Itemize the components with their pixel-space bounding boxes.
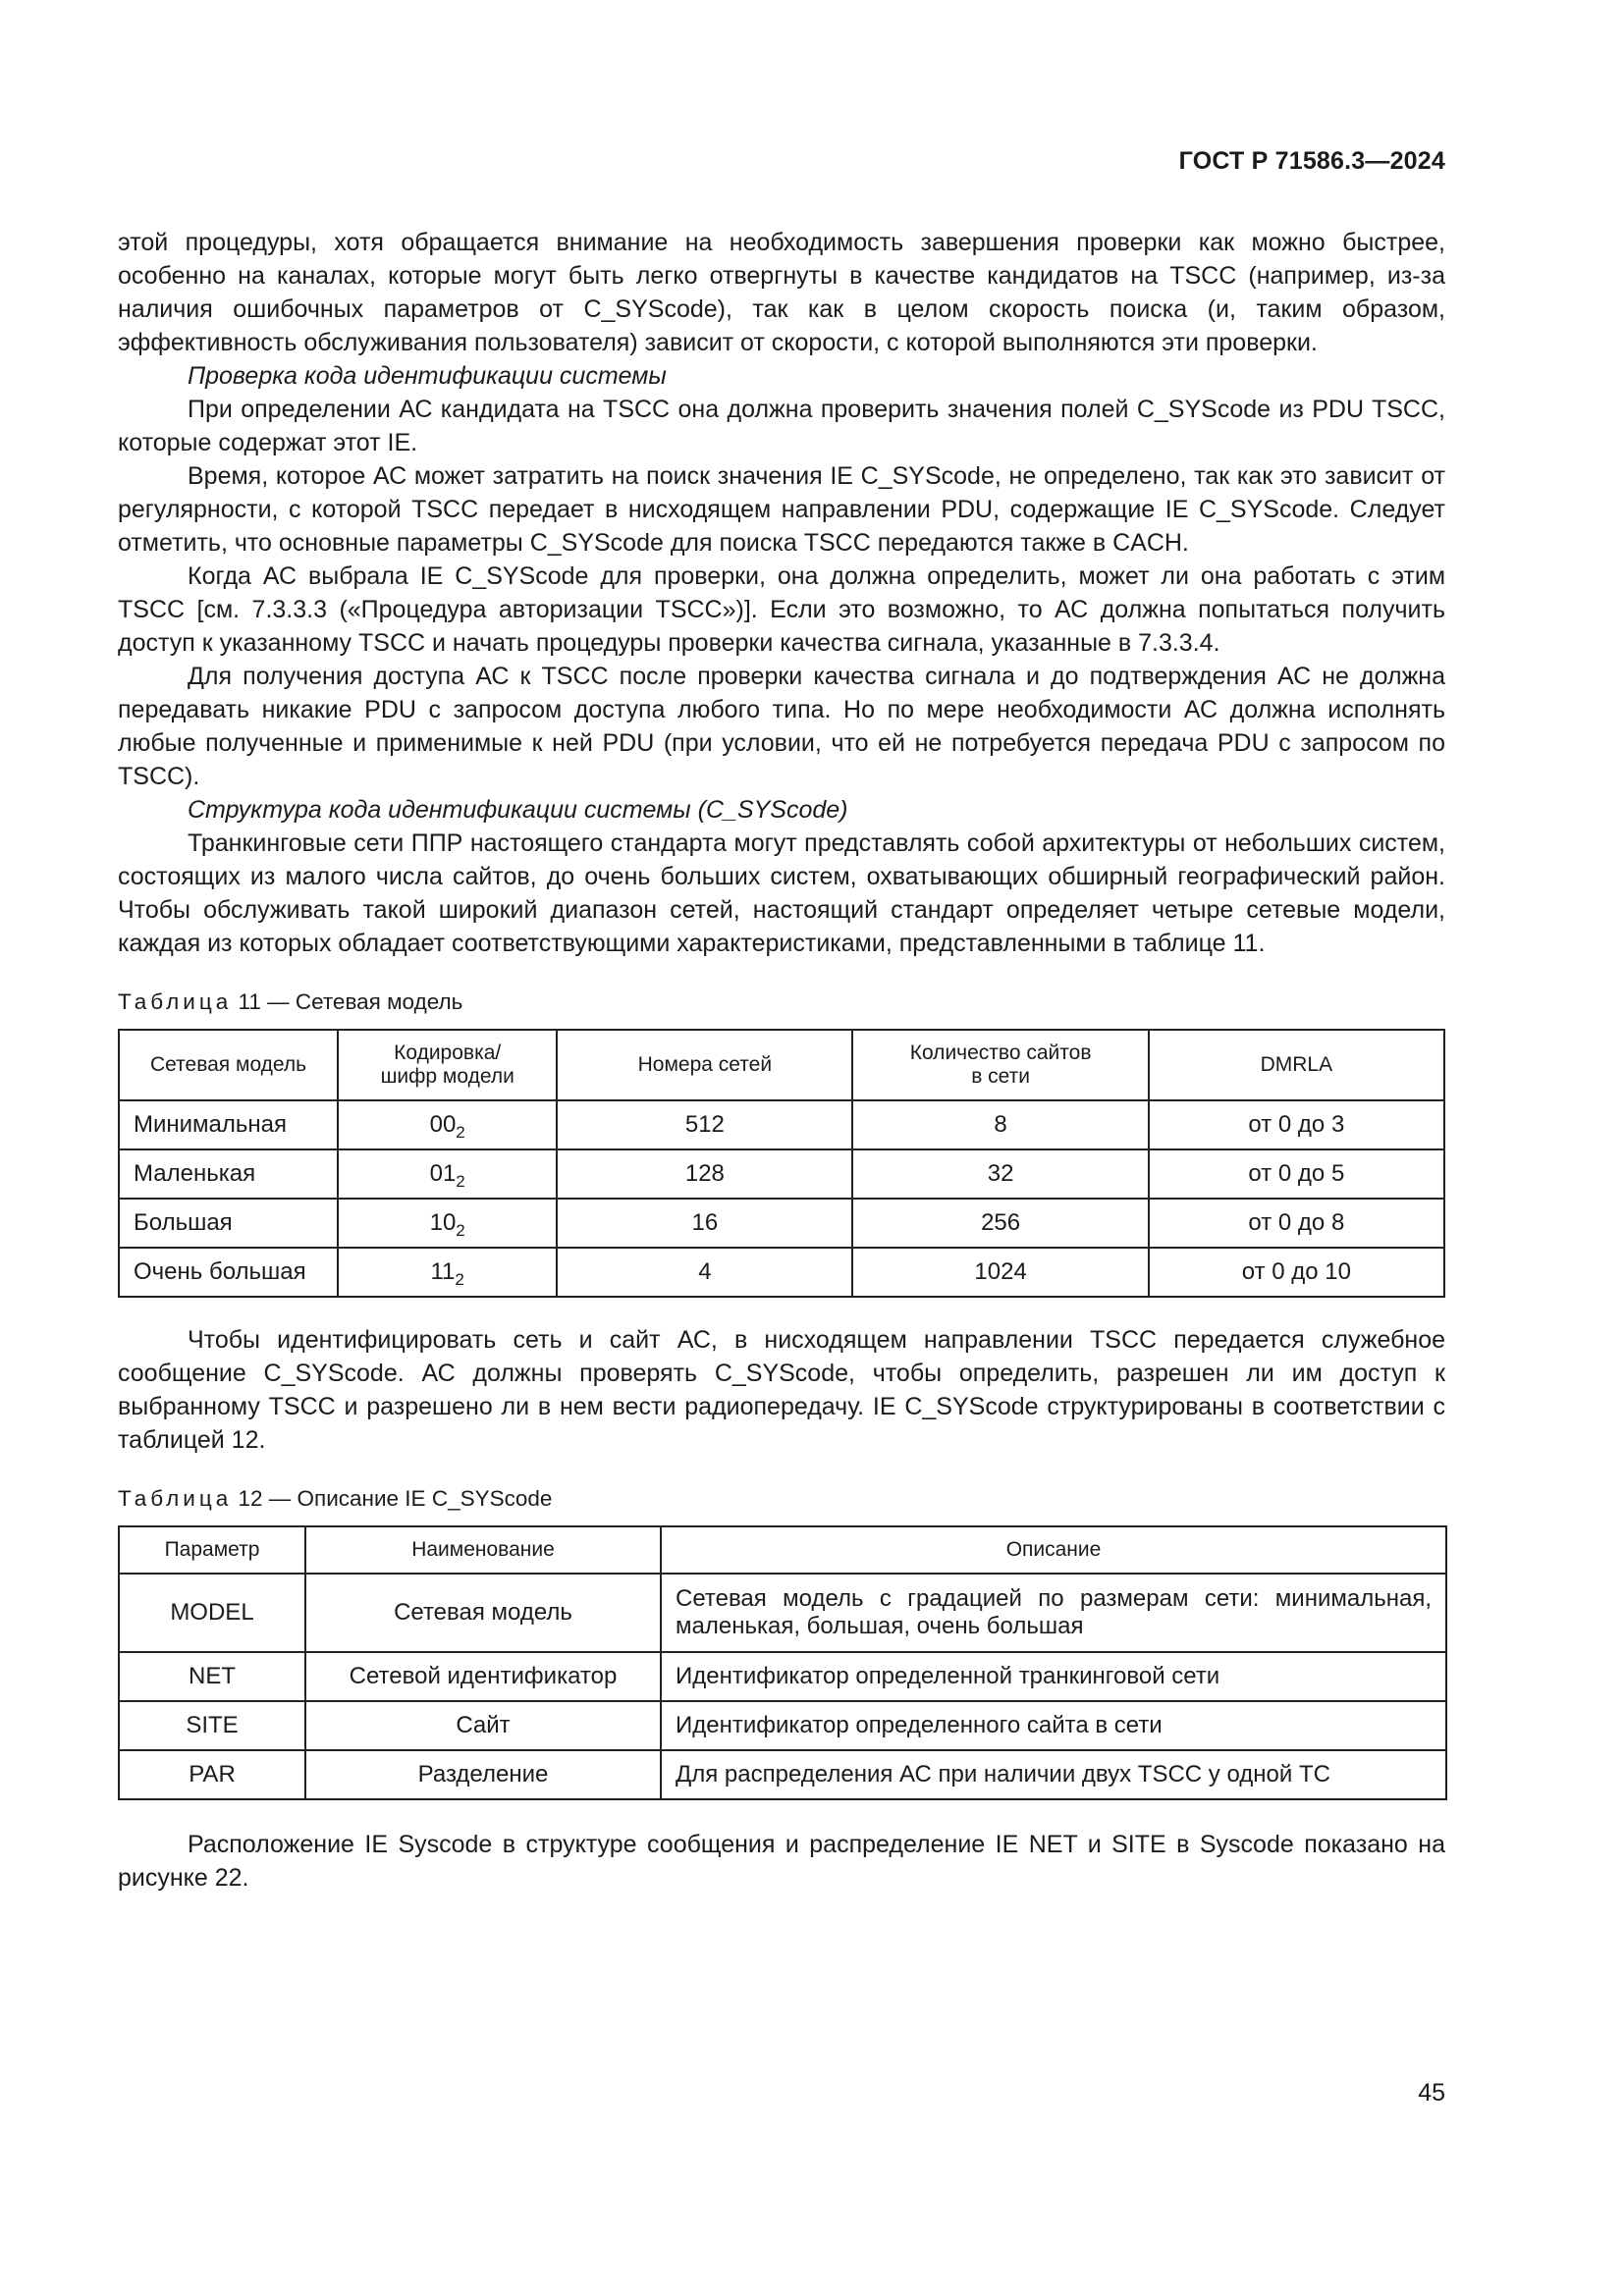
table-row	[119, 1701, 1446, 1750]
section-subheading: Структура кода идентификации системы (C_SYScode)	[188, 796, 848, 824]
header-line: Количество сайтов	[909, 1041, 1092, 1064]
model-cell: Большая	[119, 1199, 338, 1248]
column-header: Описание	[661, 1526, 1446, 1574]
header-line: шифр модели	[380, 1065, 514, 1088]
code-subscript: 2	[456, 1221, 465, 1240]
nets-cell: 512	[557, 1100, 852, 1149]
table-header-row	[119, 1526, 1446, 1574]
header-line: в сети	[971, 1065, 1031, 1088]
header-line: Кодировка/	[394, 1041, 502, 1064]
code-subscript: 2	[456, 1123, 465, 1142]
paragraph: При определении АС кандидата на TSCC она должна проверить значения полей C_SYScode из PDU TSCC, которые содержат этот IE.	[118, 396, 1445, 456]
table-row	[119, 1100, 1444, 1149]
param-cell: SITE	[119, 1701, 305, 1750]
name-cell: Сетевой идентификатор	[305, 1652, 661, 1701]
column-header: Параметр	[119, 1526, 305, 1574]
code-value: 01	[429, 1160, 457, 1187]
name-cell: Разделение	[305, 1750, 661, 1799]
code-value: 00	[429, 1111, 457, 1138]
code-value: 11	[430, 1258, 456, 1285]
model-cell: Очень большая	[119, 1248, 338, 1297]
param-cell: PAR	[119, 1750, 305, 1799]
sites-cell: 256	[852, 1199, 1148, 1248]
code-cell	[338, 1149, 557, 1199]
column-header: Сетевая модель	[119, 1030, 338, 1100]
table-row	[119, 1652, 1446, 1701]
table-row	[119, 1199, 1444, 1248]
syscode-description-table	[118, 1525, 1447, 1800]
code-cell	[338, 1100, 557, 1149]
description-cell: Для распределения АС при наличии двух TSCC у одной ТС	[661, 1750, 1446, 1799]
paragraph: этой процедуры, хотя обращается внимание на необходимость завершения проверки как можно быстрее, особенно на каналах, которые могут быть легко отвергнуты в качестве кандидатов на TSCC (например, из-за наличия ошибочных параметров от C_SYScode), так как в целом скорость поиска (и, таким образом, эффективность обслуживания пользователя) зависит от скорости, с которой выполняются эти проверки.	[118, 229, 1445, 356]
model-cell: Маленькая	[119, 1149, 338, 1199]
dmrla-cell: от 0 до 10	[1149, 1248, 1444, 1297]
code-subscript: 2	[455, 1270, 464, 1289]
caption-title: 11 — Сетевая модель	[238, 989, 463, 1014]
document-id-header: ГОСТ Р 71586.3—2024	[1178, 147, 1445, 175]
param-cell: NET	[119, 1652, 305, 1701]
paragraph: Для получения доступа АС к TSCC после проверки качества сигнала и до подтверждения АС не должна передавать никакие PDU с запросом доступа любого типа. Но по мере необходимости АС должна исполнять любые полученные и применимые к ней PDU (при условии, что ей не потребуется передача PDU с запросом по TSCC).	[118, 663, 1445, 790]
paragraph: Чтобы идентифицировать сеть и сайт АС, в нисходящем направлении TSCC передается служебное сообщение C_SYScode. АС должны проверять C_SYScode, чтобы определить, разрешен ли им доступ к выбранному TSCC и разрешено ли в нем вести радиопередачу. IE C_SYScode структурированы в соответствии с таблицей 12.	[118, 1326, 1445, 1454]
table-row	[119, 1574, 1446, 1652]
code-cell	[338, 1248, 557, 1297]
paragraph: Когда АС выбрала IE C_SYScode для проверки, она должна определить, может ли она работать с этим TSCC [см. 7.3.3.3 («Процедура авторизации TSCC»)]. Если это возможно, то АС должна попытаться получить доступ к указанному TSCC и начать процедуры проверки качества сигнала, указанные в 7.3.3.4.	[118, 562, 1445, 657]
sites-cell: 32	[852, 1149, 1148, 1199]
table-row	[119, 1248, 1444, 1297]
dmrla-cell: от 0 до 5	[1149, 1149, 1444, 1199]
code-value: 10	[429, 1209, 457, 1236]
column-header: Номера сетей	[557, 1030, 852, 1100]
code-cell	[338, 1199, 557, 1248]
description-cell: Идентификатор определенной транкинговой сети	[661, 1652, 1446, 1701]
column-header	[338, 1030, 557, 1100]
model-cell: Минимальная	[119, 1100, 338, 1149]
table-12-caption	[118, 1484, 1445, 1514]
sites-cell: 8	[852, 1100, 1148, 1149]
table-header-row	[119, 1030, 1444, 1100]
paragraph: Время, которое АС может затратить на поиск значения IE C_SYScode, не определено, так как это зависит от регулярности, с которой TSCC передает в нисходящем направлении PDU, содержащие IE C_SYScode. Следует отметить, что основные параметры C_SYScode для поиска TSCC передаются также в CACH.	[118, 462, 1445, 557]
sites-cell: 1024	[852, 1248, 1148, 1297]
section-subheading: Проверка кода идентификации системы	[188, 362, 667, 390]
column-header	[852, 1030, 1148, 1100]
nets-cell: 4	[557, 1248, 852, 1297]
page-body	[118, 226, 1445, 1895]
code-subscript: 2	[456, 1172, 465, 1191]
column-header: Наименование	[305, 1526, 661, 1574]
nets-cell: 128	[557, 1149, 852, 1199]
network-model-table	[118, 1029, 1445, 1298]
param-cell: MODEL	[119, 1574, 305, 1652]
table-11-caption	[118, 988, 1445, 1017]
page-number: 45	[1418, 2079, 1445, 2107]
name-cell: Сайт	[305, 1701, 661, 1750]
caption-title: 12 — Описание IE C_SYScode	[238, 1486, 553, 1511]
paragraph: Транкинговые сети ППР настоящего стандарта могут представлять собой архитектуры от небольших систем, состоящих из малого числа сайтов, до очень больших систем, охватывающих обширный географический район. Чтобы обслуживать такой широкий диапазон сетей, настоящий стандарт определяет четыре сетевые модели, каждая из которых обладает соответствующими характеристиками, представленными в таблице 11.	[118, 829, 1445, 957]
description-cell: Сетевая модель с градацией по размерам сети: минимальная, маленькая, большая, очень большая	[661, 1574, 1446, 1652]
table-row	[119, 1750, 1446, 1799]
table-row	[119, 1149, 1444, 1199]
caption-label: Таблица	[118, 1486, 233, 1511]
caption-label: Таблица	[118, 989, 233, 1014]
description-cell: Идентификатор определенного сайта в сети	[661, 1701, 1446, 1750]
name-cell: Сетевая модель	[305, 1574, 661, 1652]
column-header: DMRLA	[1149, 1030, 1444, 1100]
dmrla-cell: от 0 до 8	[1149, 1199, 1444, 1248]
paragraph: Расположение IE Syscode в структуре сообщения и распределение IE NET и SITE в Syscode показано на рисунке 22.	[118, 1831, 1445, 1892]
dmrla-cell: от 0 до 3	[1149, 1100, 1444, 1149]
nets-cell: 16	[557, 1199, 852, 1248]
